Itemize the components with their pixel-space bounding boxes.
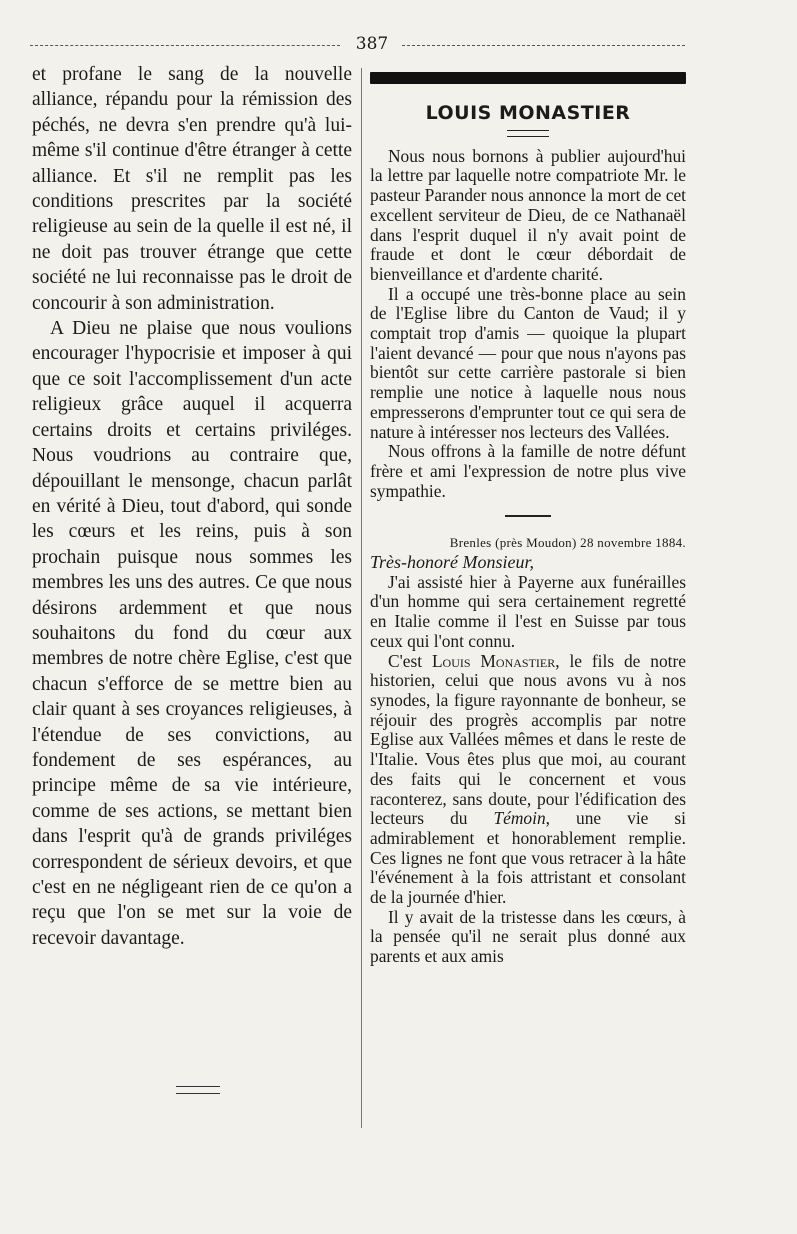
letter-dateline: Brenles (près Moudon) 28 novembre 1884. <box>449 535 686 551</box>
intro-paragraph-3: Nous offrons à la famille de notre défunt frère et ami l'expression de notre plus vive sympathie. <box>370 441 686 501</box>
title-ornament <box>507 130 549 137</box>
article-title: LOUIS MONASTIER <box>425 102 631 124</box>
left-paragraph-1: et profane le sang de la nouvelle alliance, répandu pour la rémission des péchés, ne devra s'en prendre qu'à lui-même s'il continue d'être étranger à cette alliance. Et s'il ne remplit pas les conditions prescrites par la société religieuse au sein de la quelle il est né, il ne doit pas trouver étrange que cette société ne lui reconnaisse pas le droit de concourir à son administration. <box>32 64 352 314</box>
section-end-ornament <box>176 1086 220 1094</box>
letter-paragraph-2 <box>370 652 686 908</box>
header-rule-right <box>402 45 685 46</box>
person-name: Louis Monastier <box>431 650 556 671</box>
letter-salutation: Très-honoré Monsieur, <box>370 552 535 573</box>
letter-separator <box>505 515 551 517</box>
intro-paragraph-1: Nous nous bornons à publier aujourd'hui la lettre par laquelle notre compatriote Mr. le pasteur Parander nous annonce la mort de cet excellent serviteur de Dieu, de ce Nathanaël dans l'esprit duquel il n'y avait point de fraude et dont le cœur débordait de bienveillance et d'ardente charité. <box>370 145 686 284</box>
left-paragraph-2: A Dieu ne plaise que nous voulions encourager l'hypocrisie et imposer à qui que ce soit l'accomplissement d'un acte religieux grâce auquel il acquerra certains droits et certains priviléges. Nous voudrions au contraire que, dépouillant le mensonge, chacun parlât en vérité à Dieu, tout d'abord, qui sonde les cœurs et les reins, puis à son prochain puisque nous sommes les membres les uns des autres. Ce que nous désirons ardemment et que nous souhaitons du fond du cœur aux membres de notre chère Eglise, c'est que chacun s'efforce de se mettre bien au clair quant à ses croyances religieuses, à l'étendue de ses convictions, au fondement de ses espérances, au principe même de sa vie intérieure, comme de ses actions, se mettant bien dans l'esprit qu'à de grands priviléges correspondent de sérieux devoirs, et que c'est en ne négligeant rien de ce qu'on a reçu que l'on se met sur la voie de recevoir davantage. <box>32 318 352 949</box>
letter-p2-before: C'est <box>388 650 432 671</box>
left-column <box>32 62 352 951</box>
page-number: 387 <box>355 34 389 54</box>
column-divider <box>361 68 362 1128</box>
section-header-bar <box>370 72 686 84</box>
right-column <box>370 62 686 967</box>
header-rule-left <box>30 45 340 46</box>
page-header <box>30 34 685 54</box>
letter-p2-middle: , le fils de notre historien, celui que nous avons vu à nos synodes, la figure rayonnante de bonheur, se réjouir des progrès accomplis par notre Eglise aux Vallées mêmes et dans le reste de l'Italie. Vous êtes plus que moi, au courant des faits qui le concernent et vous raconterez, sans doute, pour l'édification des lecteurs du <box>370 650 686 829</box>
journal-name: Témoin <box>493 808 546 829</box>
letter-paragraph-1: J'ai assisté hier à Payerne aux funérailles d'un homme qui sera certainement regretté en Italie comme il l'est en Suisse par tous ceux qui l'ont connu. <box>370 571 686 651</box>
letter-paragraph-3: Il y avait de la tristesse dans les cœurs, à la pensée qu'il ne serait plus donné aux parents et aux amis <box>370 906 686 967</box>
letter-p2-after: , une vie si admirablement et honorablement remplie. Ces lignes ne font que vous retracer à la hâte l'événement à la fois attristant et consolant de la journée d'hier. <box>370 808 686 908</box>
intro-paragraph-2: Il a occupé une très-bonne place au sein de l'Eglise libre du Canton de Vaud; il y comptait trop d'amis — quoique la plupart l'aient devancé — pour que nous n'ayons pas bientôt sur cette carrière pastorale si bien remplie une notice à laquelle nous nous empresserons d'emprunter tout ce qui sera de nature à intéresser nos lecteurs des Vallées. <box>370 283 686 442</box>
